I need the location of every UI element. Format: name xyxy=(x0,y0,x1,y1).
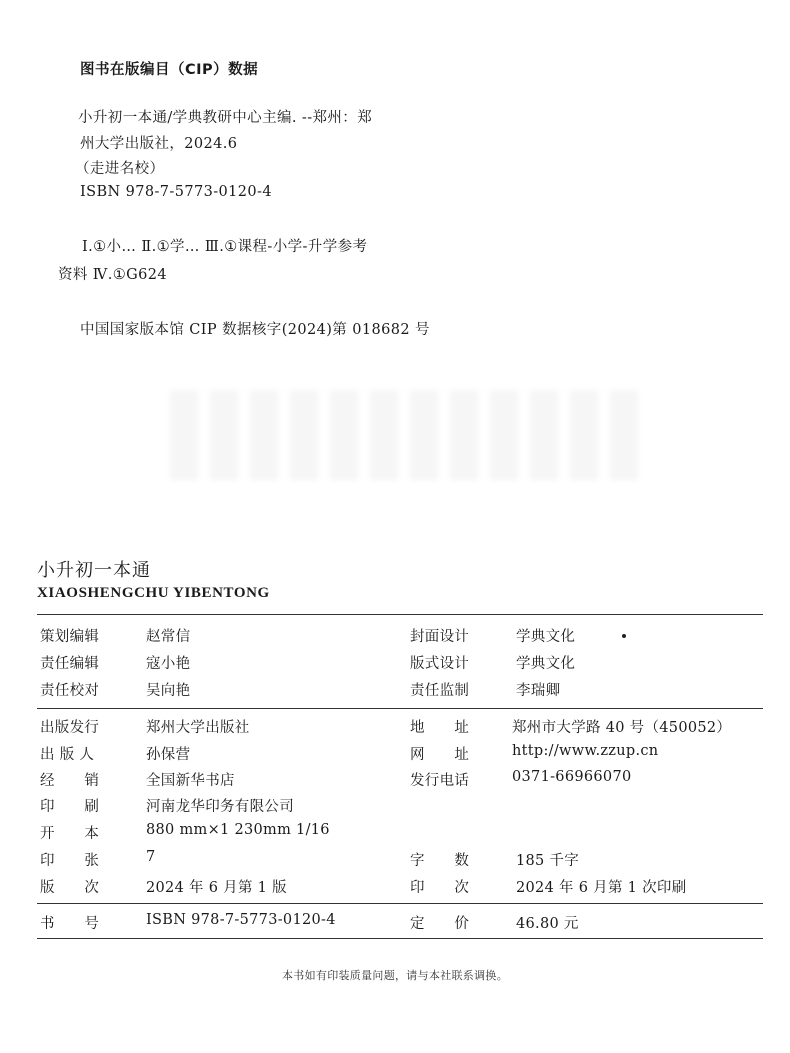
pub-value-printing: 2024 年 6 月第 1 次印刷 xyxy=(516,880,687,896)
pub-label-website: 网 址 xyxy=(410,747,470,763)
credit-value-cover-design: 学典文化 xyxy=(516,629,576,645)
pub-value-printer: 河南龙华印务有限公司 xyxy=(146,799,294,815)
footer-note: 本书如有印装质量问题，请与本社联系调换。 xyxy=(282,969,508,982)
credit-label-proofreader: 责任校对 xyxy=(40,683,100,699)
pub-value-format: 880 mm×1 230mm 1/16 xyxy=(146,822,330,838)
pub-label-format: 开 本 xyxy=(40,826,100,842)
pub-value-distributor: 全国新华书店 xyxy=(146,773,235,789)
divider-middle xyxy=(37,708,763,709)
pricing-value-price: 46.80 元 xyxy=(516,916,579,932)
pub-label-publisher: 出版发行 xyxy=(40,720,100,736)
pricing-label-price: 定 价 xyxy=(410,916,470,932)
bleed-through-shadow xyxy=(170,390,650,480)
pub-value-edition: 2024 年 6 月第 1 版 xyxy=(146,880,287,896)
book-pinyin-title: XIAOSHENGCHU YIBENTONG xyxy=(37,585,270,601)
cip-line-2: 州大学出版社，2024.6 xyxy=(80,136,238,152)
stray-ink-dot xyxy=(622,634,626,638)
pub-label-word-count: 字 数 xyxy=(410,853,470,869)
pub-label-edition: 版 次 xyxy=(40,880,100,896)
pub-value-address: 郑州市大学路 40 号（450052） xyxy=(512,720,732,736)
pub-label-sheets: 印 张 xyxy=(40,853,100,869)
pub-label-address: 地 址 xyxy=(410,720,470,736)
credit-label-responsible-editor: 责任编辑 xyxy=(40,656,100,672)
pub-value-publisher-person: 孙保营 xyxy=(146,747,191,763)
book-title: 小升初一本通 xyxy=(37,560,151,581)
divider-lower xyxy=(37,903,763,904)
cip-line-3: （走进名校） xyxy=(75,161,165,177)
pub-value-phone: 0371-66966070 xyxy=(512,769,632,785)
credit-label-planning-editor: 策划编辑 xyxy=(40,629,100,645)
pricing-value-isbn: ISBN 978-7-5773-0120-4 xyxy=(146,912,336,928)
pub-value-sheets: 7 xyxy=(146,849,156,865)
pub-value-word-count: 185 千字 xyxy=(516,853,580,869)
pub-label-publisher-person: 出 版 人 xyxy=(40,747,95,763)
credit-value-production-supervisor: 李瑞卿 xyxy=(516,683,561,699)
pricing-label-isbn: 书 号 xyxy=(40,916,100,932)
divider-top xyxy=(37,614,763,615)
cip-heading: 图书在版编目（CIP）数据 xyxy=(80,62,259,78)
pub-label-distributor: 经 销 xyxy=(40,773,100,789)
credit-value-responsible-editor: 寇小艳 xyxy=(146,656,191,672)
credit-value-planning-editor: 赵常信 xyxy=(146,629,191,645)
cip-line-record-number: 中国国家版本馆 CIP 数据核字(2024)第 018682 号 xyxy=(80,322,430,338)
credit-label-cover-design: 封面设计 xyxy=(410,629,470,645)
pub-label-phone: 发行电话 xyxy=(410,773,470,789)
cip-line-isbn: ISBN 978-7-5773-0120-4 xyxy=(80,184,272,200)
credit-label-production-supervisor: 责任监制 xyxy=(410,683,470,699)
credit-value-proofreader: 吴向艳 xyxy=(146,683,191,699)
cip-line-1: 小升初一本通/学典教研中心主编. --郑州：郑 xyxy=(78,110,373,126)
credit-label-layout-design: 版式设计 xyxy=(410,656,470,672)
pub-value-publisher: 郑州大学出版社 xyxy=(146,720,250,736)
credit-value-layout-design: 学典文化 xyxy=(516,656,576,672)
pub-value-website: http://www.zzup.cn xyxy=(512,743,659,759)
divider-bottom xyxy=(37,938,763,939)
pub-label-printer: 印 刷 xyxy=(40,799,100,815)
pub-label-printing: 印 次 xyxy=(410,880,470,896)
cip-line-classification: Ⅰ.①小… Ⅱ.①学… Ⅲ.①课程-小学-升学参考 xyxy=(82,239,368,255)
cip-line-classification-cont: 资料 Ⅳ.①G624 xyxy=(58,267,167,283)
